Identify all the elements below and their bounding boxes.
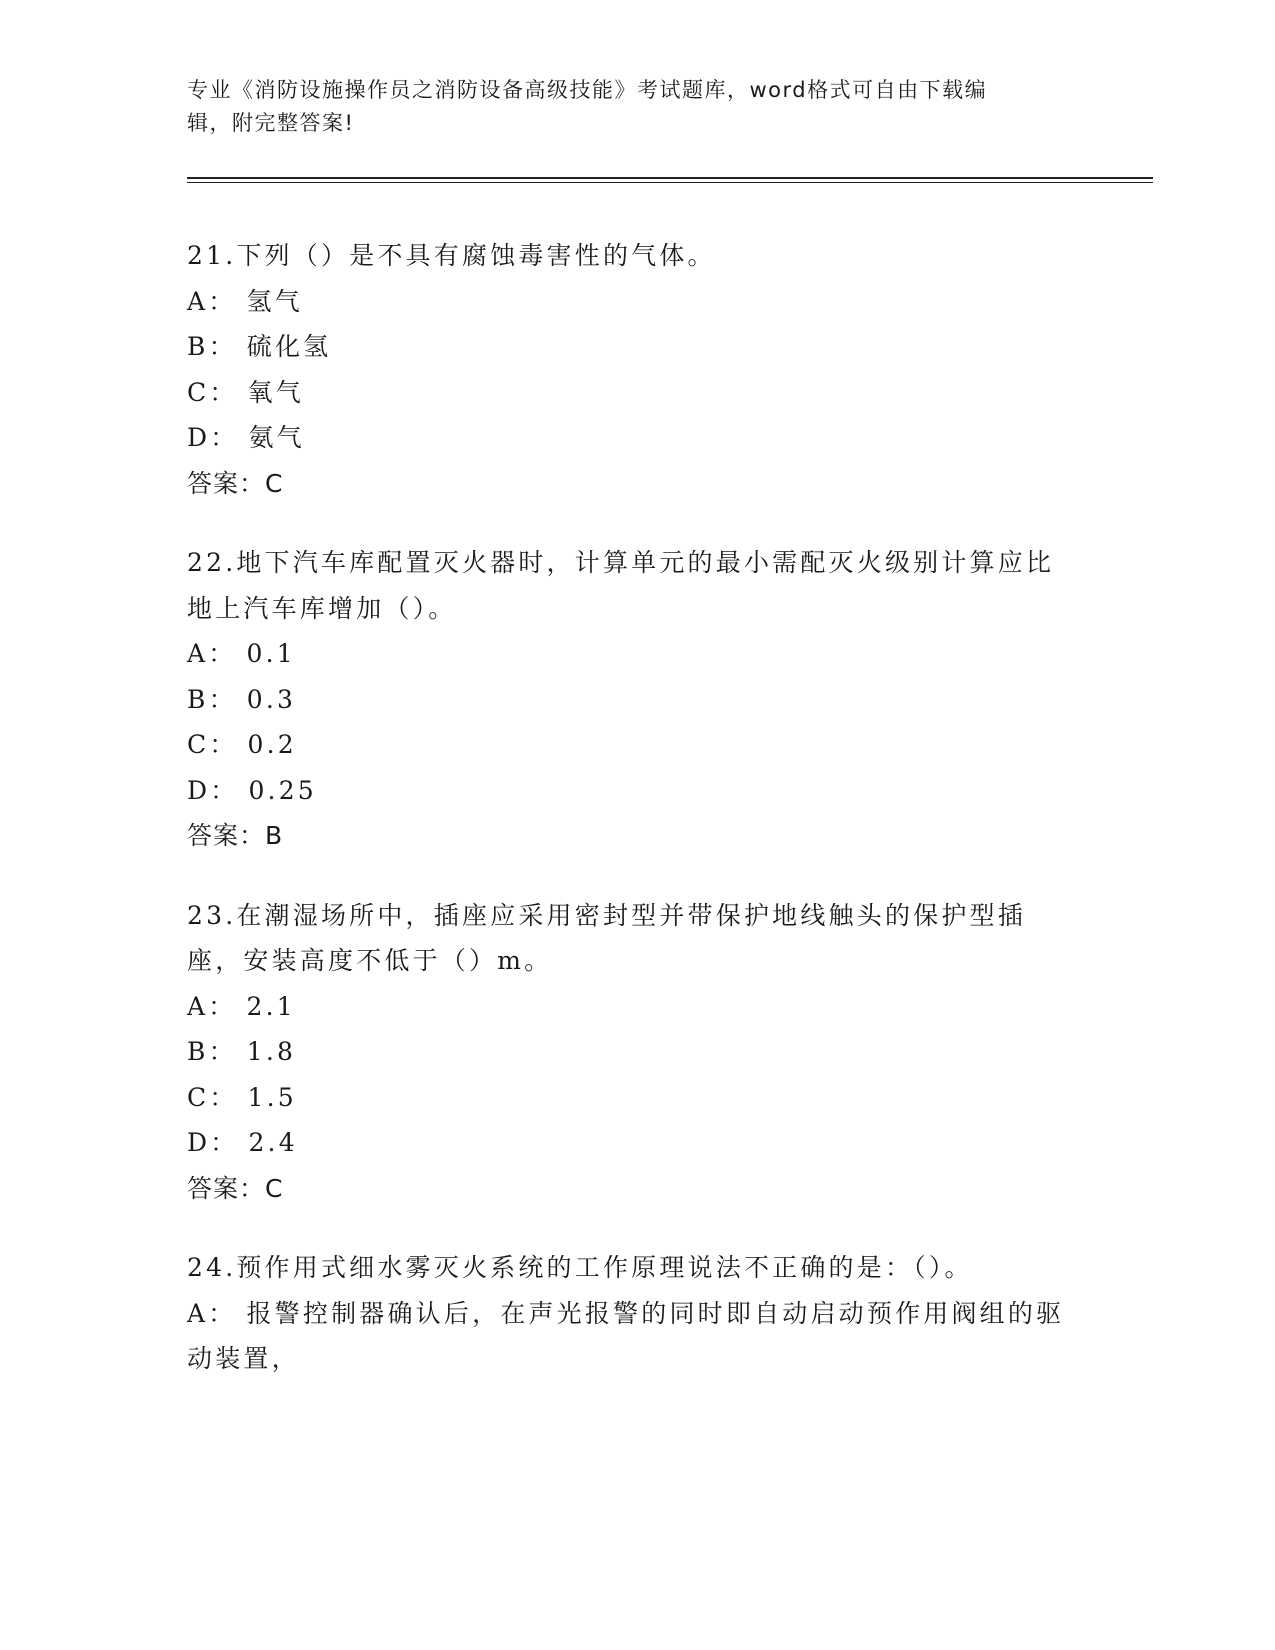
option-a [187,1291,1067,1382]
option-key: A [187,991,209,1021]
option-c [187,722,1067,768]
option-text: 2.4 [248,1128,298,1157]
question-24 [187,1245,1067,1382]
option-key: C [187,377,210,407]
answer-line: 答案：B [187,821,284,850]
option-a [187,279,1067,325]
option-text: 1.5 [247,1082,297,1112]
header-divider-thin [187,182,1153,183]
option-separator: ： [209,377,238,407]
option-key: B [187,684,209,714]
option-separator: ： [209,730,238,759]
option-d [187,415,1067,461]
option-key: C [187,1082,210,1112]
question-stem: 21.下列（）是不具有腐蚀毒害性的气体。 [187,241,716,270]
answer-line: 答案：C [187,1173,284,1203]
intro-line-2: 辑，附完整答案! [187,111,355,135]
option-key: B [187,1037,209,1066]
option-separator: ： [209,1082,238,1112]
option-text: 0.3 [246,684,297,714]
question-21 [187,233,1067,506]
option-separator: ： [208,639,237,668]
option-separator: ： [210,1128,239,1157]
option-separator: ： [208,286,237,316]
option-text: 报警控制器确认后，在声光报警的同时即自动启动预作用阀组的驱动装置， [187,1298,1065,1373]
option-separator: ： [208,1037,237,1066]
option-text: 硫化氢 [246,332,332,361]
option-text: 0.25 [248,775,317,805]
option-c [187,1075,1067,1121]
option-key: B [187,332,209,361]
option-separator: ： [208,332,237,361]
question-stem: 23.在潮湿场所中，插座应采用密封型并带保护地线触头的保护型插座，安装高度不低于（）m。 [187,900,1026,975]
option-b [187,324,1067,370]
option-key: D [187,1128,211,1157]
option-d [187,768,1067,814]
option-d [187,1120,1067,1166]
option-text: 氨气 [248,423,305,452]
option-key: A [187,286,209,316]
option-text: 0.2 [247,730,297,759]
question-stem: 24.预作用式细水雾灭火系统的工作原理说法不正确的是：（）。 [187,1253,973,1282]
option-key: D [187,423,211,452]
option-key: C [187,730,210,759]
option-separator: ： [210,423,239,452]
question-list [187,233,1067,1416]
question-22 [187,540,1067,859]
option-separator: ： [208,684,237,714]
header-divider-thick [187,177,1153,179]
option-c [187,370,1067,416]
option-separator: ： [208,1298,237,1328]
option-b [187,677,1067,723]
option-a [187,984,1067,1030]
option-separator: ： [210,775,239,805]
question-23 [187,893,1067,1212]
option-key: A [187,639,209,668]
answer-line: 答案：C [187,468,284,498]
option-text: 0.1 [246,639,296,668]
intro-line-1: 专业《消防设施操作员之消防设备高级技能》考试题库，word格式可自由下载编 [187,78,988,102]
option-a [187,631,1067,677]
option-key: A [187,1298,209,1328]
option-key: D [187,775,211,805]
option-separator: ： [208,991,237,1021]
option-b [187,1029,1067,1075]
option-text: 1.8 [246,1037,297,1066]
option-text: 2.1 [246,991,296,1021]
option-text: 氢气 [246,286,303,316]
document-intro [187,74,1067,140]
option-text: 氧气 [247,377,304,407]
question-stem: 22.地下汽车库配置灭火器时，计算单元的最小需配灭火级别计算应比地上汽车库增加（）。 [187,548,1055,623]
